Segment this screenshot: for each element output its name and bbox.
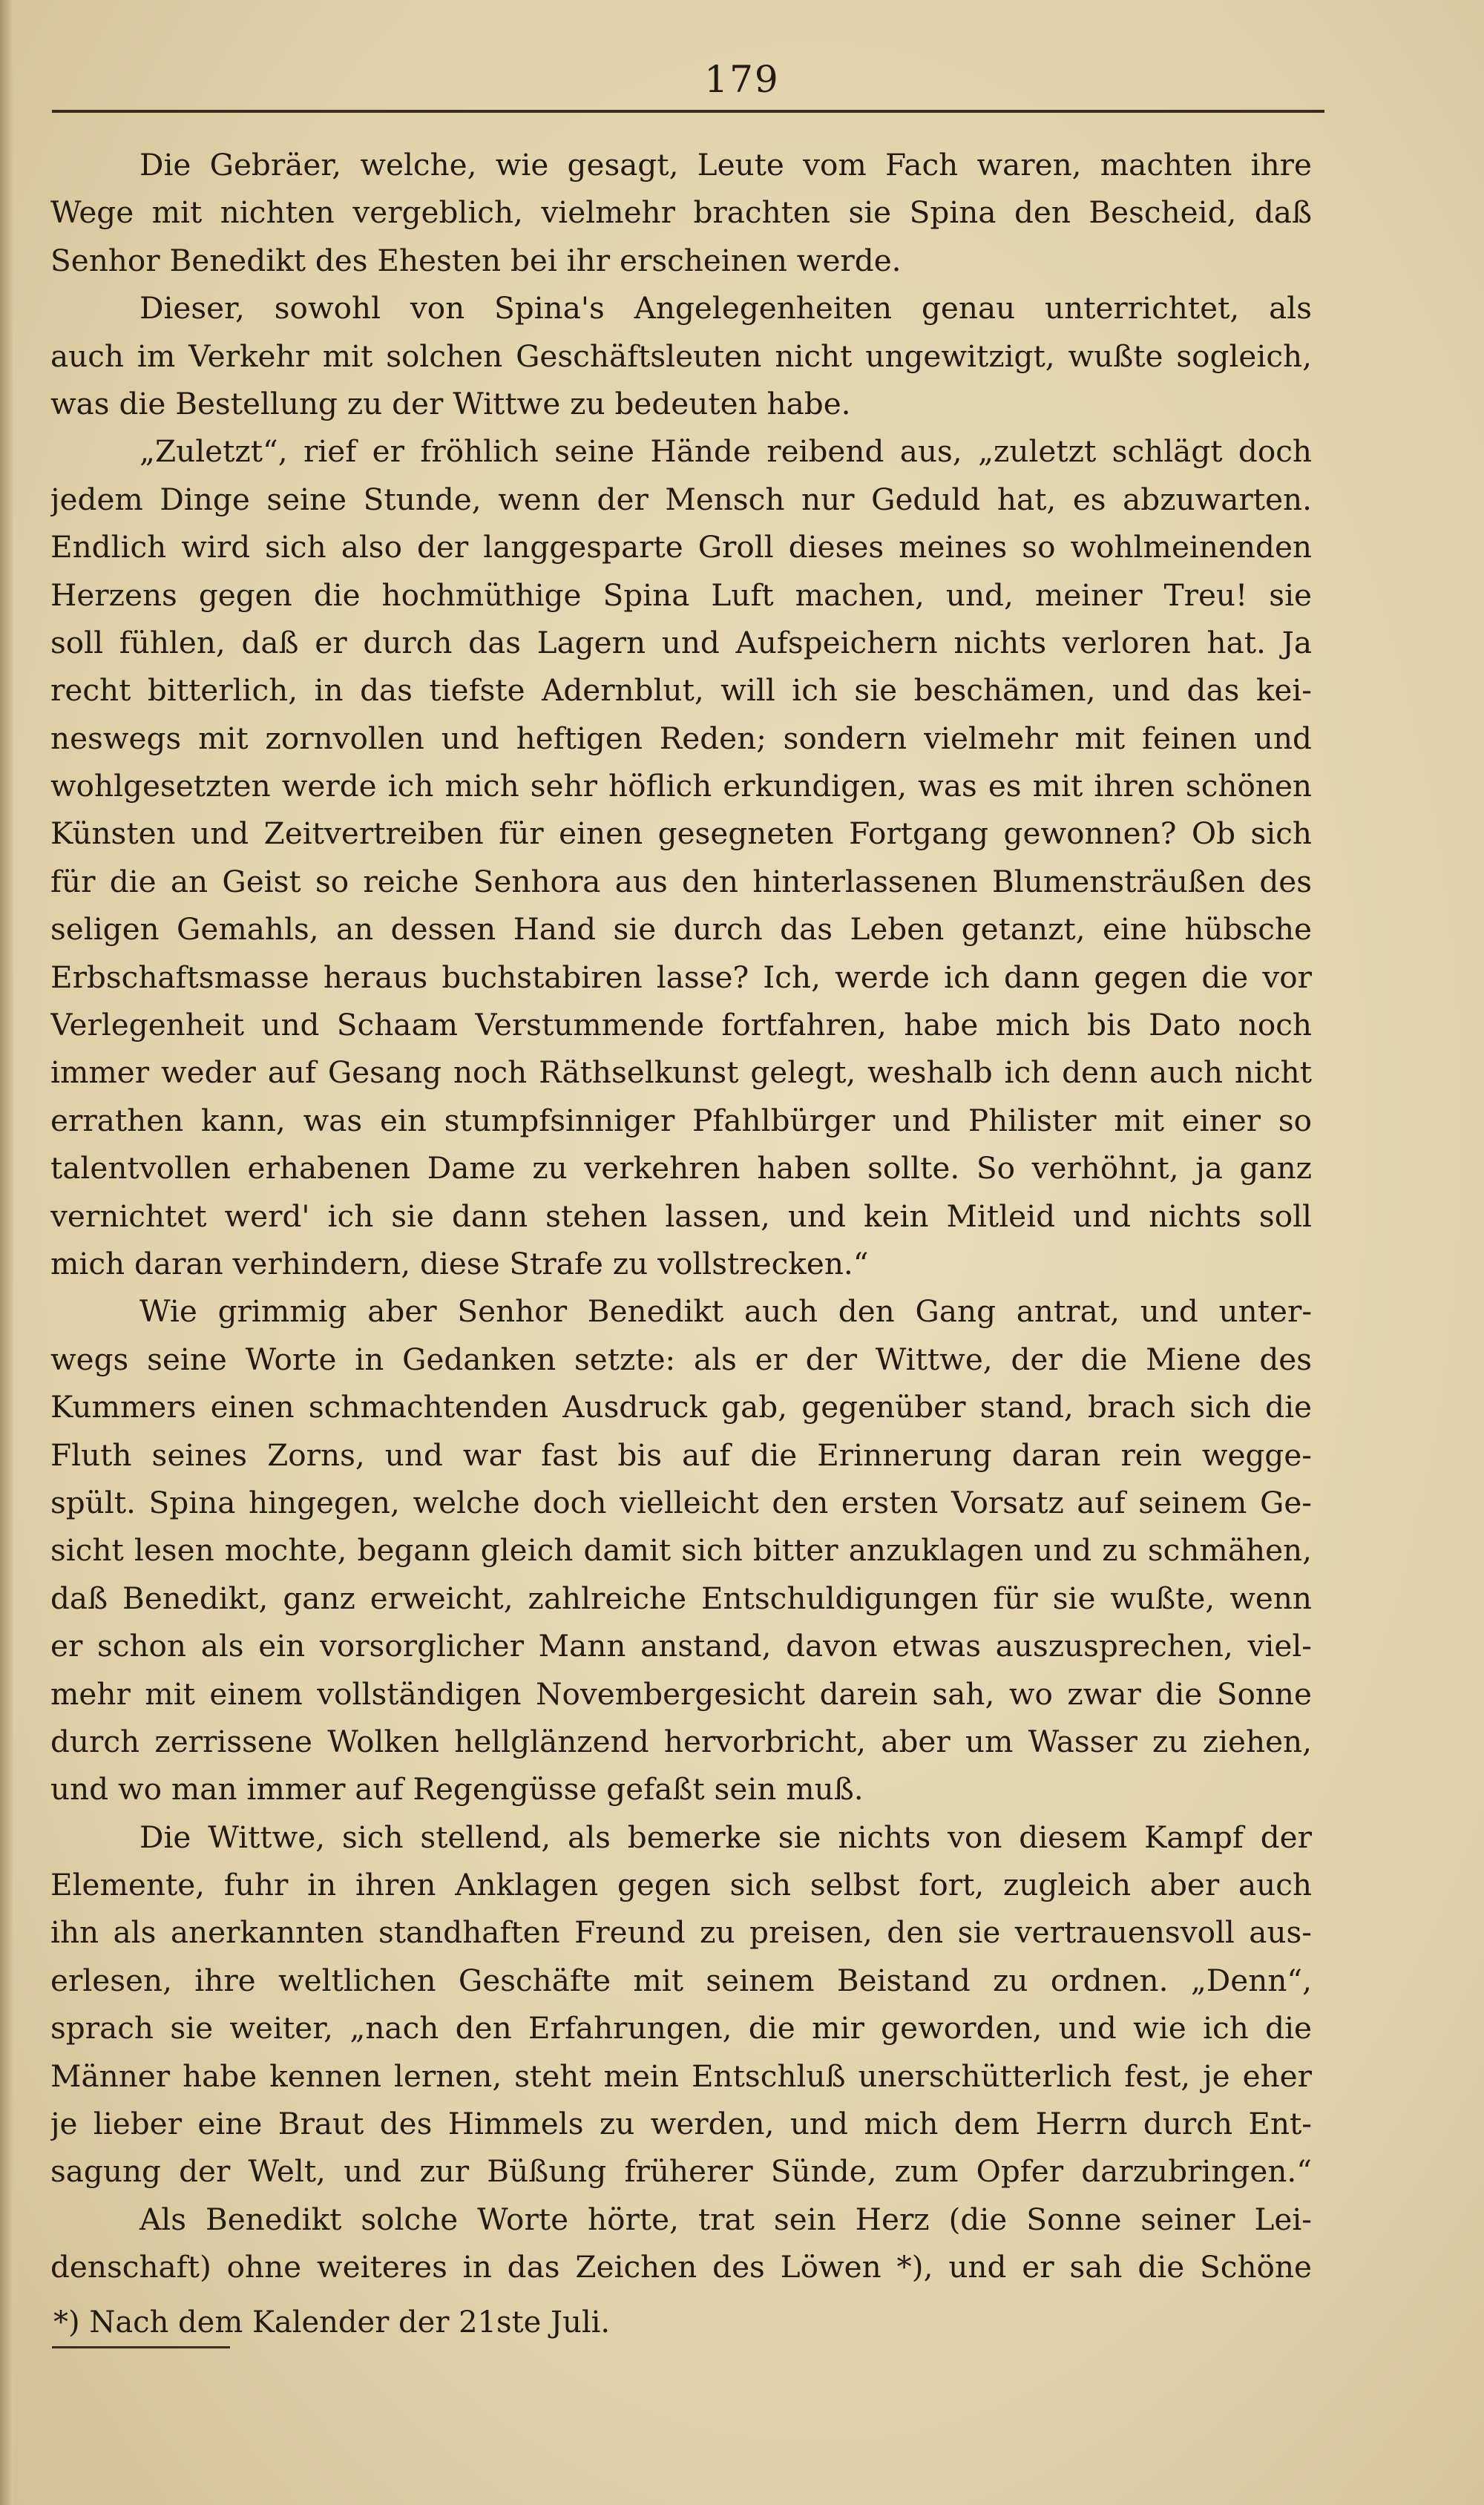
text-line: „Zuletzt“, rief er fröhlich seine Hände reibend aus, „zuletzt schlägt doch (139, 433, 1312, 470)
text-line: recht bitterlich, in das tiefste Adernblut, will ich sie beschämen, und das kei- (50, 672, 1312, 709)
text-line: Männer habe kennen lernen, steht mein Entschluß unerschütterlich fest, je eher (50, 2058, 1312, 2094)
text-line: erlesen, ihre weltlichen Geschäfte mit seinem Beistand zu ordnen. „Denn“, (50, 1962, 1312, 1998)
text-line: jedem Dinge seine Stunde, wenn der Mensch nur Geduld hat, es abzuwarten. (50, 481, 1312, 517)
text-line: Künsten und Zeitvertreiben für einen gesegneten Fortgang gewonnen? Ob sich (50, 815, 1312, 852)
text-line: soll fühlen, daß er durch das Lagern und Aufspeichern nichts verloren hat. Ja (50, 624, 1312, 660)
footnote-rule (52, 2346, 230, 2348)
header-rule (52, 110, 1324, 113)
text-line: durch zerrissene Wolken hellglänzend hervorbricht, aber um Wasser zu ziehen, (50, 1723, 1312, 1759)
text-line: Dieser, sowohl von Spina's Angelegenheiten genau unterrichtet, als (139, 290, 1312, 326)
text-line: errathen kann, was ein stumpfsinniger Pfahlbürger und Philister mit einer so (50, 1102, 1312, 1138)
body-text (50, 141, 1312, 2291)
text-line: er schon als ein vorsorglicher Mann anstand, davon etwas auszusprechen, viel- (50, 1628, 1312, 1664)
text-line: je lieber eine Braut des Himmels zu werden, und mich dem Herrn durch Ent- (50, 2106, 1312, 2142)
text-line: Fluth seines Zorns, und war fast bis auf die Erinnerung daran rein wegge- (50, 1437, 1312, 1473)
text-line: seligen Gemahls, an dessen Hand sie durch das Leben getanzt, eine hübsche (50, 911, 1312, 948)
text-line: Erbschaftsmasse heraus buchstabiren lasse? Ich, werde ich dann gegen die vor (50, 959, 1312, 995)
footnote: *) Nach dem Kalender der 21ste Juli. (53, 2305, 611, 2340)
text-line: denschaft) ohne weiteres in das Zeichen des Löwen *), und er sah die Schöne (50, 2249, 1312, 2285)
text-line: was die Bestellung zu der Wittwe zu bedeuten habe. (50, 385, 851, 421)
text-line: mehr mit einem vollständigen Novembergesicht darein sah, wo zwar die Sonne (50, 1675, 1312, 1712)
text-line: Wie grimmig aber Senhor Benedikt auch den Gang antrat, und unter- (139, 1293, 1312, 1330)
text-line: Die Wittwe, sich stellend, als bemerke sie nichts von diesem Kampf der (139, 1819, 1312, 1855)
text-line: Kummers einen schmachtenden Ausdruck gab, gegenüber stand, brach sich die (50, 1389, 1312, 1425)
text-line: Wege mit nichten vergeblich, vielmehr brachten sie Spina den Bescheid, daß (50, 194, 1312, 231)
text-line: Die Gebräer, welche, wie gesagt, Leute vom Fach waren, machten ihre (139, 147, 1312, 183)
page-edge (0, 0, 13, 2505)
text-line: sprach sie weiter, „nach den Erfahrungen, die mir geworden, und wie ich die (50, 2010, 1312, 2046)
text-line: auch im Verkehr mit solchen Geschäftsleuten nicht ungewitzigt, wußte sogleich, (50, 338, 1312, 374)
text-line: Endlich wird sich also der langgesparte Groll dieses meines so wohlmeinenden (50, 529, 1312, 565)
text-line: Verlegenheit und Schaam Verstummende fortfahren, habe mich bis Dato noch (50, 1007, 1312, 1043)
text-line: Senhor Benedikt des Ehesten bei ihr erscheinen werde. (50, 242, 902, 278)
text-line: Elemente, fuhr in ihren Anklagen gegen sich selbst fort, zugleich aber auch (50, 1867, 1312, 1903)
text-line: spült. Spina hingegen, welche doch vielleicht den ersten Vorsatz auf seinem Ge- (50, 1484, 1312, 1520)
text-line: talentvollen erhabenen Dame zu verkehren haben sollte. So verhöhnt, ja ganz (50, 1150, 1312, 1186)
text-line: sagung der Welt, und zur Büßung früherer Sünde, zum Opfer darzubringen.“ (50, 2153, 1312, 2190)
text-line: mich daran verhindern, diese Strafe zu vollstrecken.“ (50, 1245, 869, 1281)
text-line: daß Benedikt, ganz erweicht, zahlreiche Entschuldigungen für sie wußte, wenn (50, 1580, 1312, 1616)
text-line: wegs seine Worte in Gedanken setzte: als er der Wittwe, der die Miene des (50, 1341, 1312, 1377)
text-line: sicht lesen mochte, begann gleich damit sich bitter anzuklagen und zu schmähen, (50, 1532, 1312, 1569)
text-line: ihn als anerkannten standhaften Freund zu preisen, den sie vertrauensvoll aus- (50, 1914, 1312, 1951)
text-line: vernichtet werd' ich sie dann stehen lassen, und kein Mitleid und nichts soll (50, 1198, 1312, 1234)
text-line: neswegs mit zornvollen und heftigen Reden; sondern vielmehr mit feinen und (50, 720, 1312, 756)
text-line: und wo man immer auf Regengüsse gefaßt sein muß. (50, 1771, 864, 1808)
text-line: für die an Geist so reiche Senhora aus den hinterlassenen Blumensträußen des (50, 863, 1312, 899)
text-line: Als Benedikt solche Worte hörte, trat sein Herz (die Sonne seiner Lei- (139, 2201, 1312, 2237)
text-line: wohlgesetzten werde ich mich sehr höflich erkundigen, was es mit ihren schönen (50, 768, 1312, 804)
text-line: immer weder auf Gesang noch Räthselkunst gelegt, weshalb ich denn auch nicht (50, 1054, 1312, 1091)
text-line: Herzens gegen die hochmüthige Spina Luft machen, und, meiner Treu! sie (50, 577, 1312, 613)
page-number: 179 (704, 58, 780, 101)
